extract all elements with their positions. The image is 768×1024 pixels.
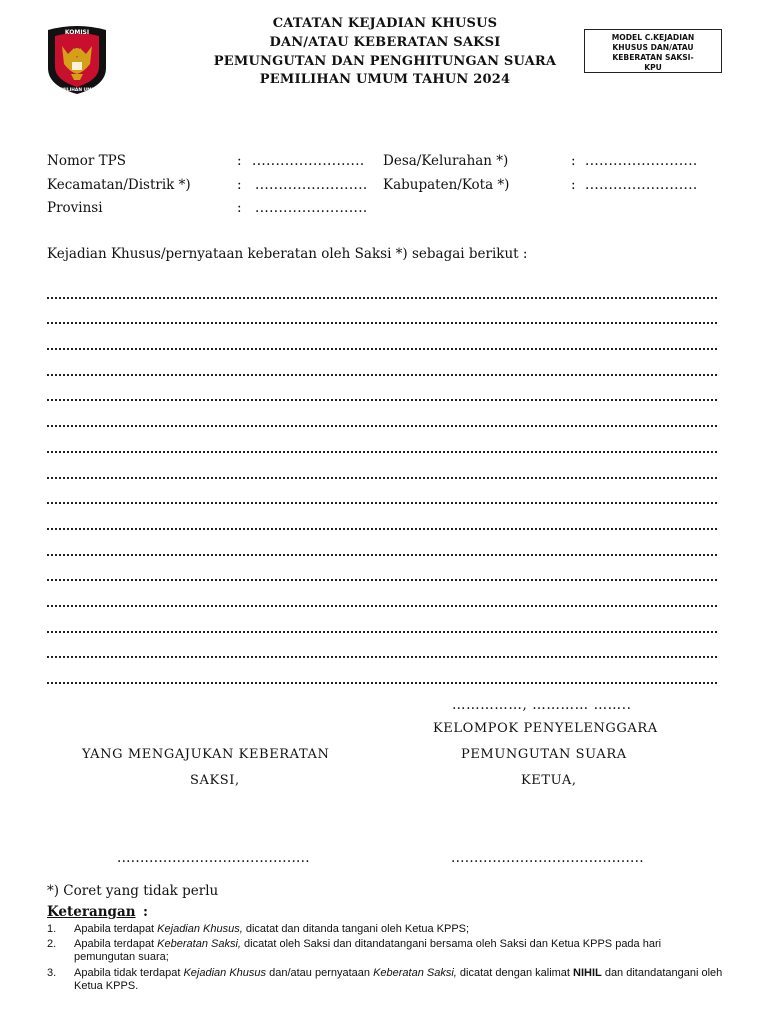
keterangan-title: Keterangan [47, 904, 136, 920]
title-line-1: CATATAN KEJADIAN KHUSUS [272, 16, 498, 31]
intro-text: Kejadian Khusus/pernyataan keberatan oleh Saksi *) sebagai berikut : [47, 246, 528, 262]
model-box-line: KHUSUS DAN/ATAU [612, 43, 694, 52]
keterangan-number: 1. [47, 923, 57, 935]
signature-line-ketua[interactable]: .......................................... [451, 850, 644, 866]
model-box-line: MODEL C.KEJADIAN [611, 33, 695, 42]
dotted-line[interactable] [47, 658, 717, 684]
title-line-3: PEMUNGUTAN DAN PENGHITUNGAN SUARA [213, 54, 557, 69]
model-box-line: KEBERATAN SAKSI- [612, 53, 694, 62]
dotted-line[interactable] [47, 401, 717, 427]
place-date-field[interactable]: ……………, ………… …….. [452, 697, 632, 713]
colon: : [237, 153, 242, 169]
field-provinsi[interactable]: ........................ [255, 200, 368, 216]
label-desa: Desa/Kelurahan *) [383, 153, 509, 169]
dotted-line[interactable] [47, 324, 717, 350]
model-box-line: KPU [644, 63, 662, 72]
dotted-line[interactable] [47, 350, 717, 376]
dotted-line[interactable] [47, 633, 717, 659]
dotted-line[interactable] [47, 273, 717, 299]
dotted-line[interactable] [47, 453, 717, 479]
dotted-line[interactable] [47, 581, 717, 607]
field-kecamatan[interactable]: ........................ [255, 177, 368, 193]
label-provinsi: Provinsi [47, 200, 103, 216]
logo-text-bottom: PEMILIHAN UMUM [54, 88, 100, 93]
kpu-emblem-icon [44, 24, 110, 96]
keterangan-number: 3. [47, 967, 57, 979]
colon: : [237, 200, 242, 216]
colon: : [571, 153, 576, 169]
dotted-writing-area[interactable] [47, 273, 717, 684]
label-kecamatan: Kecamatan/Distrik *) [47, 177, 191, 193]
kelompok-label: KELOMPOK PENYELENGGARA [433, 721, 658, 736]
dotted-line[interactable] [47, 607, 717, 633]
keterangan-colon: : [143, 904, 148, 920]
pemungutan-label: PEMUNGUTAN SUARA [461, 747, 627, 762]
field-nomor-tps[interactable]: ........................ [252, 153, 365, 169]
dotted-line[interactable] [47, 299, 717, 325]
title-line-4: PEMILIHAN UMUM TAHUN 2024 [259, 72, 511, 87]
label-kabupaten: Kabupaten/Kota *) [383, 177, 510, 193]
keterangan-item: Apabila terdapat Kejadian Khusus, dicatat dan ditanda tangani oleh Ketua KPPS; [74, 923, 470, 935]
keterangan-number: 2. [47, 938, 57, 950]
colon: : [237, 177, 242, 193]
keterangan-item: Apabila terdapat Keberatan Saksi, dicatat oleh Saksi dan ditandatangani bersama oleh Saksi dan Ketua KPPS pada hari pemungutan suara; [74, 938, 662, 963]
field-kabupaten[interactable]: ........................ [585, 177, 698, 193]
field-desa[interactable]: ........................ [585, 153, 698, 169]
signature-line-saksi[interactable]: .......................................... [117, 850, 310, 866]
logo-text-top: KOMISI [64, 29, 90, 36]
dotted-line[interactable] [47, 504, 717, 530]
dotted-line[interactable] [47, 427, 717, 453]
dotted-line[interactable] [47, 530, 717, 556]
coret-note: *) Coret yang tidak perlu [47, 883, 219, 899]
keterangan-item: Apabila tidak terdapat Kejadian Khusus dan/atau pernyataan Keberatan Saksi, dicatat dengan kalimat NIHIL dan ditandatangani oleh Ketua KPPS. [74, 967, 723, 992]
dotted-line[interactable] [47, 556, 717, 582]
model-box [584, 29, 722, 73]
dotted-line[interactable] [47, 376, 717, 402]
dotted-line[interactable] [47, 479, 717, 505]
colon: : [571, 177, 576, 193]
mengajukan-label: YANG MENGAJUKAN KEBERATAN [82, 747, 330, 762]
ketua-label: KETUA, [521, 773, 577, 788]
label-nomor-tps: Nomor TPS [47, 153, 126, 169]
title-line-2: DAN/ATAU KEBERATAN SAKSI [269, 35, 501, 50]
saksi-label: SAKSI, [190, 773, 240, 788]
kpu-logo [44, 24, 110, 96]
